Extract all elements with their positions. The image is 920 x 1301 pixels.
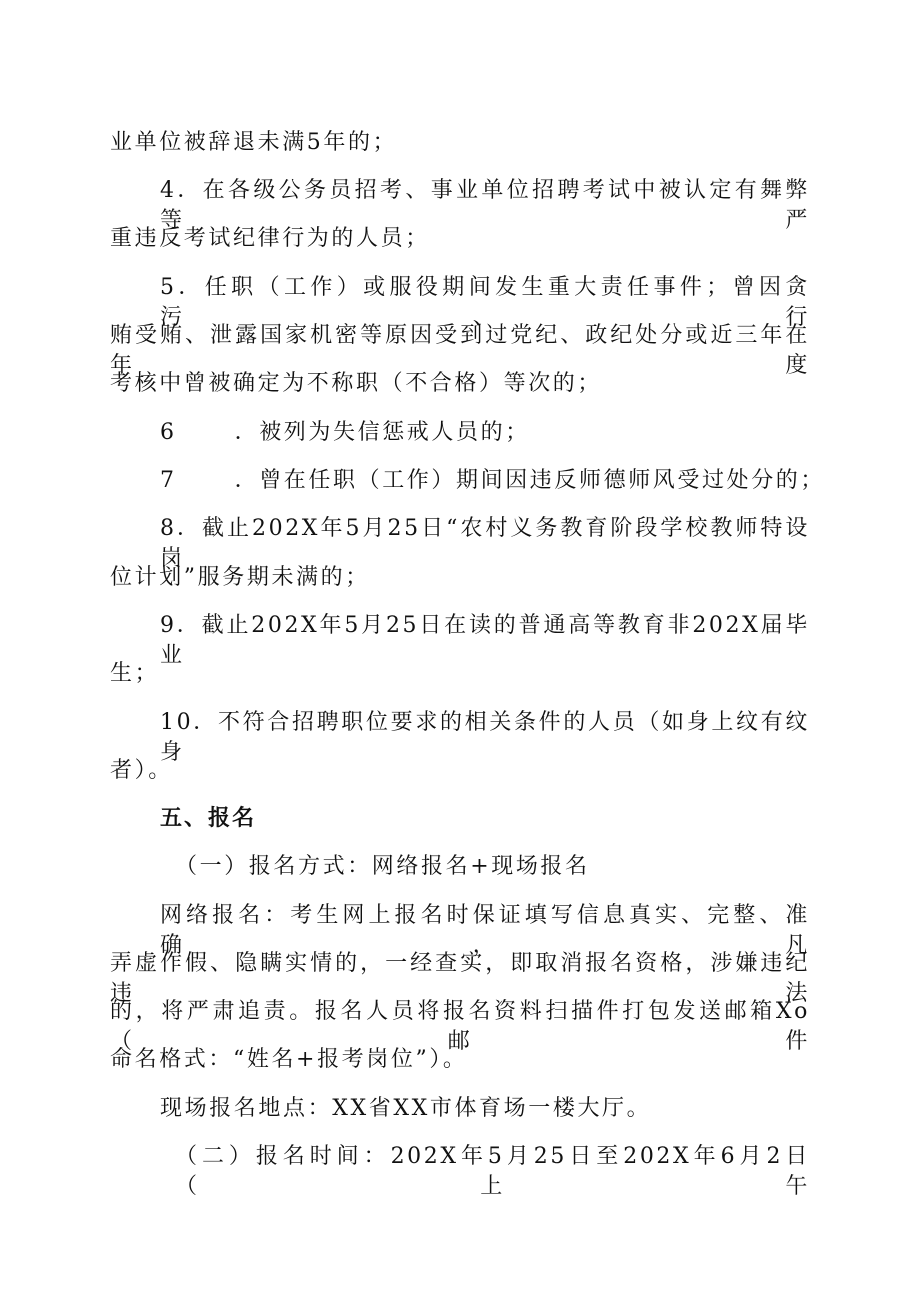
paragraph-line: 的，将严肃追责。报名人员将报名资料扫描件打包发送邮箱Xo（邮件 <box>110 999 810 1054</box>
subsection-heading: （一）报名方式：网络报名+现场报名 <box>175 854 590 879</box>
paragraph-line: 弄虚作假、隐瞒实情的，一经查实，即取消报名资格，涉嫌违纪违法 <box>110 951 810 1006</box>
list-text: ．被列为失信惩戒人员的； <box>234 420 530 445</box>
subsection-heading: （二）报名时间：202X年5月25日至202X年6月2日（上午 <box>175 1144 810 1199</box>
paragraph-line: 现场报名地点：XX省XX市体育场一楼大厅。 <box>160 1096 652 1121</box>
paragraph-line: 命名格式：“姓名+报考岗位”）。 <box>110 1047 468 1072</box>
text-line: 位计划”服务期未满的； <box>110 565 370 590</box>
paragraph-line: 网络报名：考生网上报名时保证填写信息真实、完整、准确，凡 <box>160 903 810 958</box>
list-item-6 <box>160 418 810 448</box>
list-number: 6 <box>160 420 177 445</box>
list-item-10: 10．不符合招聘职位要求的相关条件的人员（如身上纹有纹身 <box>160 710 810 765</box>
text-line: 重违反考试纪律行为的人员； <box>110 226 430 251</box>
list-number: 7 <box>160 468 177 493</box>
section-heading: 五、报名 <box>160 806 257 831</box>
text-line: 生； <box>110 661 160 686</box>
list-item-4: 4．在各级公务员招考、事业单位招聘考试中被认定有舞弊等严 <box>160 178 810 233</box>
list-item-8: 8．截止202X年5月25日“农村义务教育阶段学校教师特设岗 <box>160 516 810 571</box>
list-item-7 <box>160 466 826 496</box>
text-line: 考核中曾被确定为不称职（不合格）等次的； <box>110 371 603 396</box>
list-item-5: 5．任职（工作）或服役期间发生重大责任事件；曾因贪污、行 <box>160 275 810 330</box>
list-item-9: 9．截止202X年5月25日在读的普通高等教育非202X届毕业 <box>160 613 810 668</box>
text-line: 业单位被辞退未满5年的； <box>110 130 398 155</box>
list-text: ．曾在任职（工作）期间因违反师德师风受过处分的； <box>234 468 826 493</box>
text-line: 者）。 <box>110 758 173 783</box>
text-line: 贿受贿、泄露国家机密等原因受到过党纪、政纪处分或近三年在年度 <box>110 323 810 378</box>
